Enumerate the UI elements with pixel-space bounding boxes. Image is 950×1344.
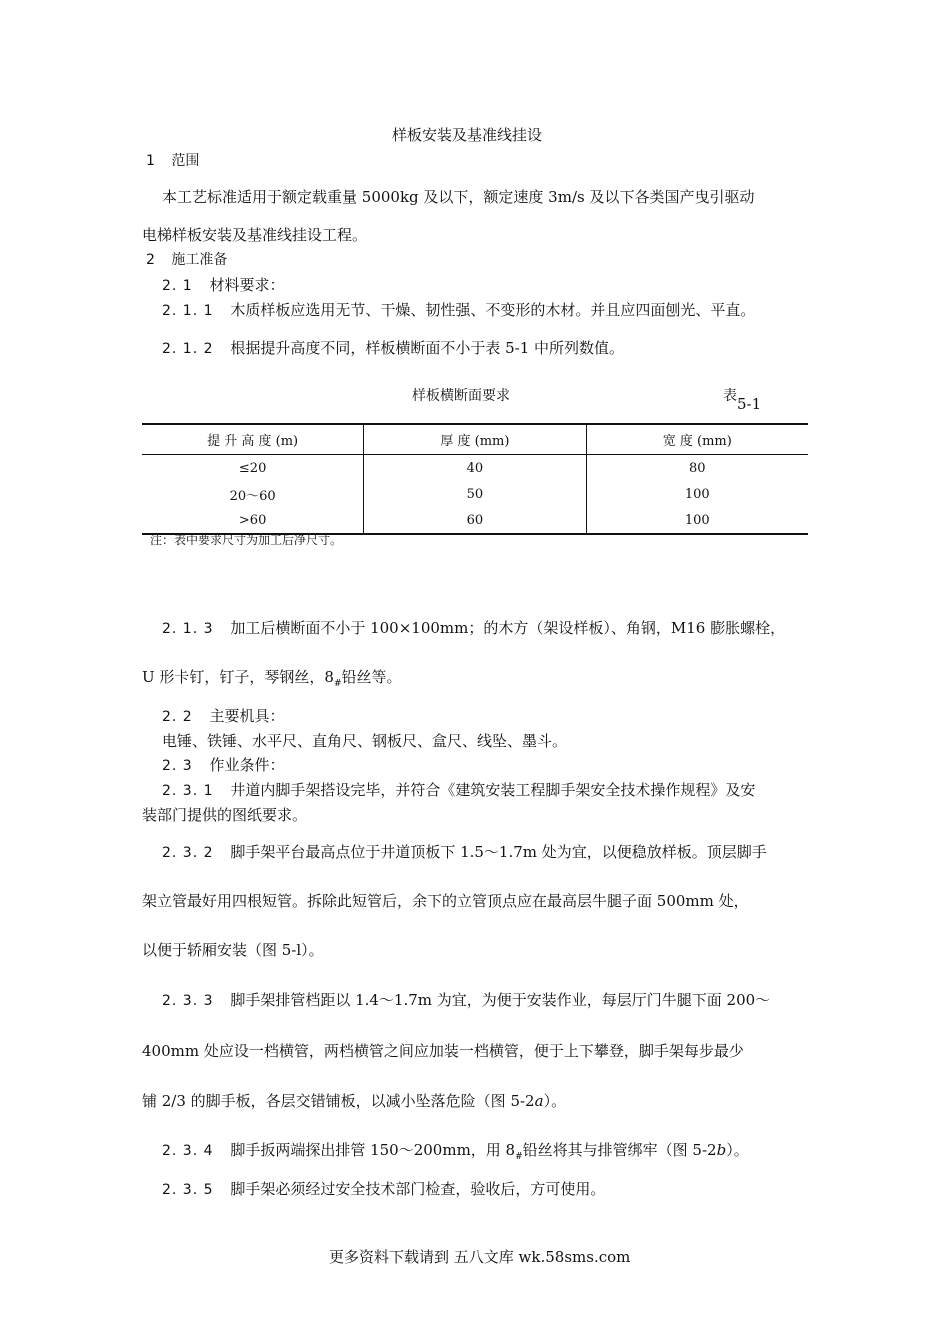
clause-2-3-1-line2: 装部门提供的图纸要求。 — [142, 806, 308, 824]
italic-ref: a — [534, 1092, 544, 1110]
table-cell: 100 — [586, 481, 808, 507]
table-cell: 80 — [586, 455, 808, 482]
clause-num: 2. 3 — [162, 758, 193, 774]
clause-text — [230, 1141, 749, 1162]
subscript: # — [515, 1152, 523, 1162]
section-1-para-line: 本工艺标准适用于额定载重量 5000kg 及以下，额定速度 3m/s 及以下各类国产曳引驱动 — [162, 188, 755, 206]
clause-2-1-1 — [162, 299, 755, 320]
clause-text-part: 铅丝将其与排管绑牢（图 5-2 — [522, 1141, 717, 1159]
clause-2-3-2-line3: 以便于轿厢安装（图 5-l）。 — [142, 941, 324, 959]
clause-2-3-2-line2: 架立管最好用四根短管。拆除此短管后，余下的立管顶点应在最高层牛腿子面 500mm 处， — [142, 892, 749, 910]
table-header-row — [142, 424, 808, 455]
section-2-heading — [146, 249, 227, 269]
clause-text-part: ）。 — [726, 1141, 749, 1159]
italic-ref: b — [716, 1141, 727, 1159]
table-cell: 60 — [364, 507, 586, 534]
tools-list: 电锤、铁锤、水平尺、直角尺、钢板尺、盒尺、线坠、墨斗。 — [162, 732, 568, 750]
clause-text: 脚手架必须经过安全技术部门检查，验收后，方可使用。 — [230, 1180, 606, 1198]
clause-text: 作业条件： — [209, 756, 285, 774]
table-cell: 100 — [586, 507, 808, 534]
clause-2-3-3-line3 — [142, 1090, 566, 1111]
clause-text: 主要机具： — [209, 707, 285, 725]
table-title: 样板横断面要求 — [412, 388, 510, 404]
table-label — [723, 385, 762, 413]
clause-num: 2. 3. 2 — [162, 845, 214, 861]
doc-title: 样板安装及基准线挂设 — [392, 126, 543, 144]
clause-2-1-3-line2 — [142, 666, 402, 689]
section-1-heading — [146, 150, 199, 170]
clause-text: 根据提升高度不同，样板横断面不小于表 5-1 中所列数值。 — [230, 339, 625, 357]
col-header-thickness: 厚 度 (mm) — [364, 424, 586, 455]
clause-text: 铺 2/3 的脚手板，各层交错铺板，以减小坠落危险（图 5-2 — [142, 1092, 535, 1110]
clause-text: ）。 — [543, 1092, 567, 1110]
clause-num: 2. 3. 3 — [162, 993, 214, 1009]
subscript: # — [333, 679, 342, 689]
table-row — [142, 455, 808, 482]
clause-2-3-2 — [162, 841, 767, 862]
clause-text: 脚手架排管档距以 1.4～1.7m 为宜，为便于安装作业，每层厅门牛腿下面 200～ — [230, 991, 771, 1009]
clause-text: 铅丝等。 — [341, 668, 402, 686]
clause-num: 2. 1 — [162, 278, 193, 294]
table-cell: 50 — [364, 481, 586, 507]
clause-2-1 — [162, 274, 285, 295]
footer-note: 更多资料下载请到 五八文库 wk.58sms.com — [329, 1248, 631, 1266]
clause-num: 2. 3. 4 — [162, 1143, 214, 1159]
section-num: 2 — [146, 252, 155, 268]
table-cell: ≤20 — [238, 460, 267, 476]
col-header-width: 宽 度 (mm) — [586, 424, 808, 455]
table-label-number: 5-1 — [737, 395, 762, 413]
table-label-text: 表 — [723, 388, 737, 404]
table-row — [142, 507, 808, 534]
col-header-height: 提 升 高 度 (m) — [142, 424, 364, 455]
section-num: 1 — [146, 153, 155, 169]
section-title: 施工准备 — [171, 252, 228, 268]
clause-num: 2. 3. 1 — [162, 783, 214, 799]
clause-text: 井道内脚手架搭设完毕，并符合《建筑安装工程脚手架安全技术操作规程》及安 — [230, 781, 756, 799]
clause-text: 加工后横断面不小于 100×100mm；的木方（架设样板）、角钢，M16 膨胀螺栓， — [230, 619, 786, 637]
clause-text: 材料要求： — [209, 276, 285, 294]
clause-text: 脚手架平台最高点位于井道顶板下 1.5～1.7m 处为宜，以便稳放样板。顶层脚手 — [230, 843, 767, 861]
clause-text: 木质样板应选用无节、干燥、韧性强、不变形的木材。并且应四面刨光、平直。 — [230, 301, 756, 319]
clause-num: 2. 2 — [162, 709, 193, 725]
clause-2-3-4 — [162, 1139, 749, 1162]
spec-table — [142, 423, 808, 535]
clause-2-1-2 — [162, 337, 624, 358]
table-cell: 40 — [364, 455, 586, 482]
section-title: 范围 — [171, 153, 200, 169]
clause-2-3-5 — [162, 1178, 605, 1199]
table-cell: 20～60 — [229, 488, 276, 504]
clause-num: 2. 3. 5 — [162, 1182, 214, 1198]
clause-num: 2. 1. 2 — [162, 341, 214, 357]
table-cell: >60 — [142, 507, 364, 534]
table-row — [142, 481, 808, 507]
clause-num: 2. 1. 1 — [162, 303, 214, 319]
table-note: 注：表中要求尺寸为加工后净尺寸。 — [150, 533, 343, 547]
clause-num: 2. 1. 3 — [162, 621, 214, 637]
clause-text-part: 脚手扳两端探出排管 150～200mm，用 8 — [230, 1141, 516, 1159]
clause-2-3 — [162, 754, 285, 775]
clause-2-3-1 — [162, 779, 755, 800]
clause-2-2 — [162, 705, 285, 726]
clause-text: U 形卡钉，钉子，琴钢丝，8 — [142, 668, 334, 686]
section-1-para-line: 电梯样板安装及基准线挂设工程。 — [142, 226, 368, 244]
clause-2-3-3-line2: 400mm 处应设一档横管，两档横管之间应加装一档横管，便于上下攀登，脚手架每步最少 — [142, 1042, 744, 1060]
clause-2-1-3 — [162, 617, 785, 638]
clause-2-3-3 — [162, 989, 770, 1010]
